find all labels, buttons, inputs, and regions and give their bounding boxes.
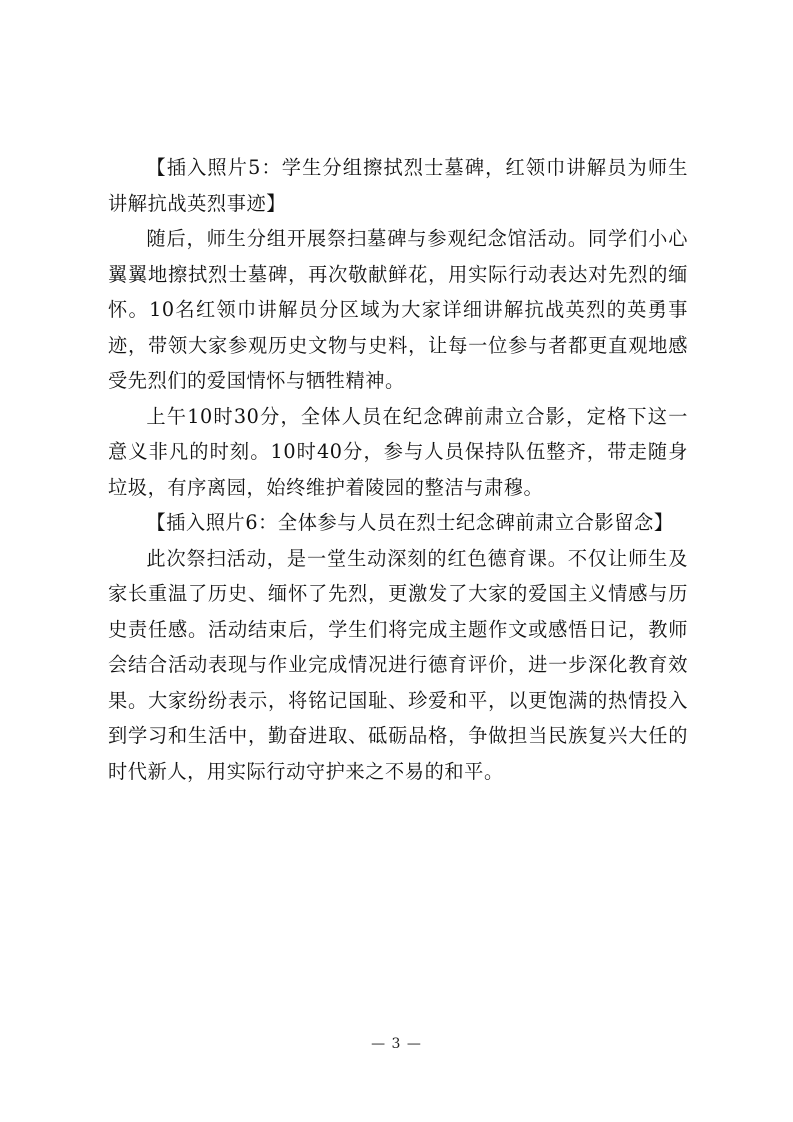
paragraph-visit-memorial: 随后，师生分组开展祭扫墓碑与参观纪念馆活动。同学们小心翼翼地擦拭烈士墓碑，再次敬献鲜花，用实际行动表达对先烈的缅怀。10名红领巾讲解员分区域为大家详细讲解抗战英烈的英勇事迹，带领大家参观历史文物与史料，让每一位参与者都更直观地感受先烈们的爱国情怀与牺牲精神。 <box>108 227 688 392</box>
page-number: — 3 — <box>371 1036 422 1052</box>
photo-placeholder-5: 【插入照片5：学生分组擦拭烈士墓碑，红领巾讲解员为师生讲解抗战英烈事迹】 <box>108 156 688 215</box>
document-body <box>108 150 688 789</box>
paragraph-conclusion: 此次祭扫活动，是一堂生动深刻的红色德育课。不仅让师生及家长重温了历史、缅怀了先烈，更激发了大家的爱国主义情感与历史责任感。活动结束后，学生们将完成主题作文或感悟日记，教师会结合活动表现与作业完成情况进行德育评价，进一步深化教育效果。大家纷纷表示，将铭记国耻、珍爱和平，以更饱满的热情投入到学习和生活中，勤奋进取、砥砺品格，争做担当民族复兴大任的时代新人，用实际行动守护来之不易的和平。 <box>108 546 688 783</box>
paragraph-group-photo: 上午10时30分，全体人员在纪念碑前肃立合影，定格下这一意义非凡的时刻。10时40分，参与人员保持队伍整齐，带走随身垃圾，有序离园，始终维护着陵园的整洁与肃穆。 <box>108 404 688 499</box>
photo-placeholder-6: 【插入照片6：全体参与人员在烈士纪念碑前肃立合影留念】 <box>146 511 674 534</box>
